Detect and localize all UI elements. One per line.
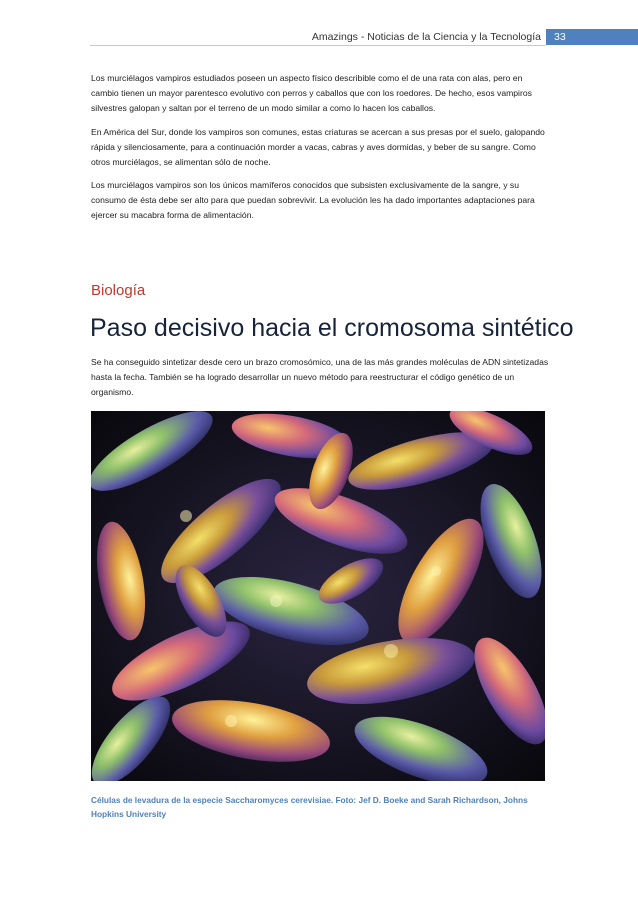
page-header	[0, 27, 638, 47]
intro-paragraph-3	[91, 178, 549, 223]
header-rule	[90, 45, 546, 46]
article-title: Paso decisivo hacia el cromosoma sintético	[90, 314, 574, 342]
intro-paragraph-1	[91, 71, 549, 116]
page-number: 33	[546, 29, 638, 45]
section-label: Biología	[91, 282, 146, 299]
yeast-cells-illustration	[91, 411, 545, 781]
photo-caption: Células de levadura de la especie Saccharomyces cerevisiae. Foto: Jef D. Boeke and Sarah Richardson, Johns Hopkins University	[91, 795, 528, 819]
paragraph-text: En América del Sur, donde los vampiros son comunes, estas criaturas se acercan a sus presas por el suelo, galopando rápida y silenciosamente, para a continuación morder a vacas, cabras y aves dormidas, y beber de su sangre. Como otros murciélagos, se alimentan sólo de noche.	[91, 127, 545, 167]
article-lead	[91, 355, 549, 400]
header-title: Amazings - Noticias de la Ciencia y la Tecnología	[311, 31, 541, 43]
yeast-cells-photo	[91, 411, 545, 781]
intro-paragraph-2	[91, 125, 549, 170]
paragraph-text: Los murciélagos vampiros son los únicos mamíferos conocidos que subsisten exclusivamente de la sangre, y su consumo de ésta debe ser alto para que puedan sobrevivir. La evolución les ha dado importantes adaptaciones para ejercer su macabra forma de alimentación.	[91, 180, 535, 220]
lead-text: Se ha conseguido sintetizar desde cero un brazo cromosómico, una de las más grandes moléculas de ADN sintetizadas hasta la fecha. También se ha logrado desarrollar un nuevo método para reestructurar el código genético de un organismo.	[91, 357, 549, 397]
paragraph-text: Los murciélagos vampiros estudiados poseen un aspecto físico describible como el de una rata con alas, pero en cambio tienen un mayor parentesco evolutivo con perros y caballos que con los roedores. De hecho, esos vampiros silvestres galopan y saltan por el terreno de un modo similar a como lo hacen los caballos.	[91, 73, 532, 113]
